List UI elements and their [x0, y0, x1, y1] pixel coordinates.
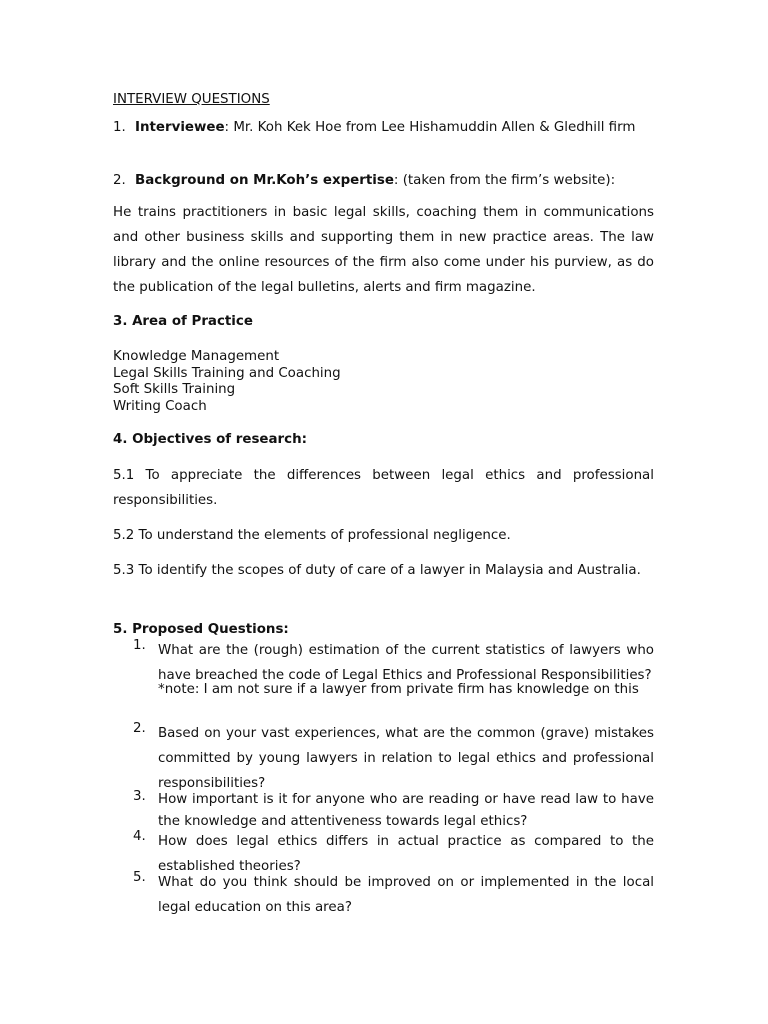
- question-note: *note: I am not sure if a lawyer from private firm has knowledge on this: [158, 682, 639, 697]
- question-item: [133, 721, 654, 796]
- background-paragraph: He trains practitioners in basic legal skills, coaching them in communications and other business skills and supporting them in new practice areas. The law library and the online resources of the firm also come under his purview, as do the publication of the legal bulletins, alerts and firm magazine.: [113, 205, 654, 295]
- question-number: 1.: [133, 638, 146, 653]
- questions-heading: 5. Proposed Questions:: [113, 622, 289, 637]
- objective-item: 5.1 To appreciate the differences between legal ethics and professional responsibilities.: [113, 468, 654, 508]
- question-text: Based on your vast experiences, what are the common (grave) mistakes committed by young lawyers in relation to legal ethics and professional responsibilities?: [158, 726, 654, 791]
- area-item: Legal Skills Training and Coaching: [113, 365, 341, 381]
- area-item: Knowledge Management: [113, 349, 280, 364]
- document-title: INTERVIEW QUESTIONS: [113, 92, 270, 107]
- background-number: 2.: [113, 173, 126, 188]
- question-text: What are the (rough) estimation of the current statistics of lawyers who have breached the code of Legal Ethics and Professional Responsibilities?: [158, 643, 654, 683]
- area-item: Writing Coach: [113, 398, 207, 414]
- background-label: Background on Mr.Koh’s expertise: [135, 173, 394, 188]
- objective-item: 5.2 To understand the elements of professional negligence.: [113, 528, 511, 543]
- question-number: 3.: [133, 789, 146, 804]
- objective-item: 5.3 To identify the scopes of duty of care of a lawyer in Malaysia and Australia.: [113, 563, 641, 578]
- question-number: 5.: [133, 870, 146, 885]
- question-item: [133, 638, 654, 697]
- area-item: Soft Skills Training: [113, 382, 236, 397]
- question-item: [133, 870, 654, 920]
- background-line: [113, 173, 654, 188]
- question-number: 4.: [133, 829, 146, 844]
- question-text: How important is it for anyone who are reading or have read law to have the knowledge and attentiveness towards legal ethics?: [158, 792, 654, 829]
- interviewee-label: Interviewee: [135, 120, 225, 135]
- area-list: [113, 349, 654, 415]
- question-item: [133, 789, 654, 833]
- question-text: What do you think should be improved on or implemented in the local legal education on this area?: [158, 875, 654, 915]
- interviewee-number: 1.: [113, 120, 126, 135]
- interviewee-line: [113, 120, 654, 135]
- question-number: 2.: [133, 721, 146, 736]
- background-text: : (taken from the firm’s website):: [393, 173, 616, 188]
- area-heading: 3. Area of Practice: [113, 314, 253, 329]
- interviewee-text: : Mr. Koh Kek Hoe from Lee Hishamuddin Allen & Gledhill firm: [224, 120, 636, 135]
- objectives-heading: 4. Objectives of research:: [113, 432, 307, 447]
- question-text: How does legal ethics differs in actual practice as compared to the established theories?: [158, 834, 654, 874]
